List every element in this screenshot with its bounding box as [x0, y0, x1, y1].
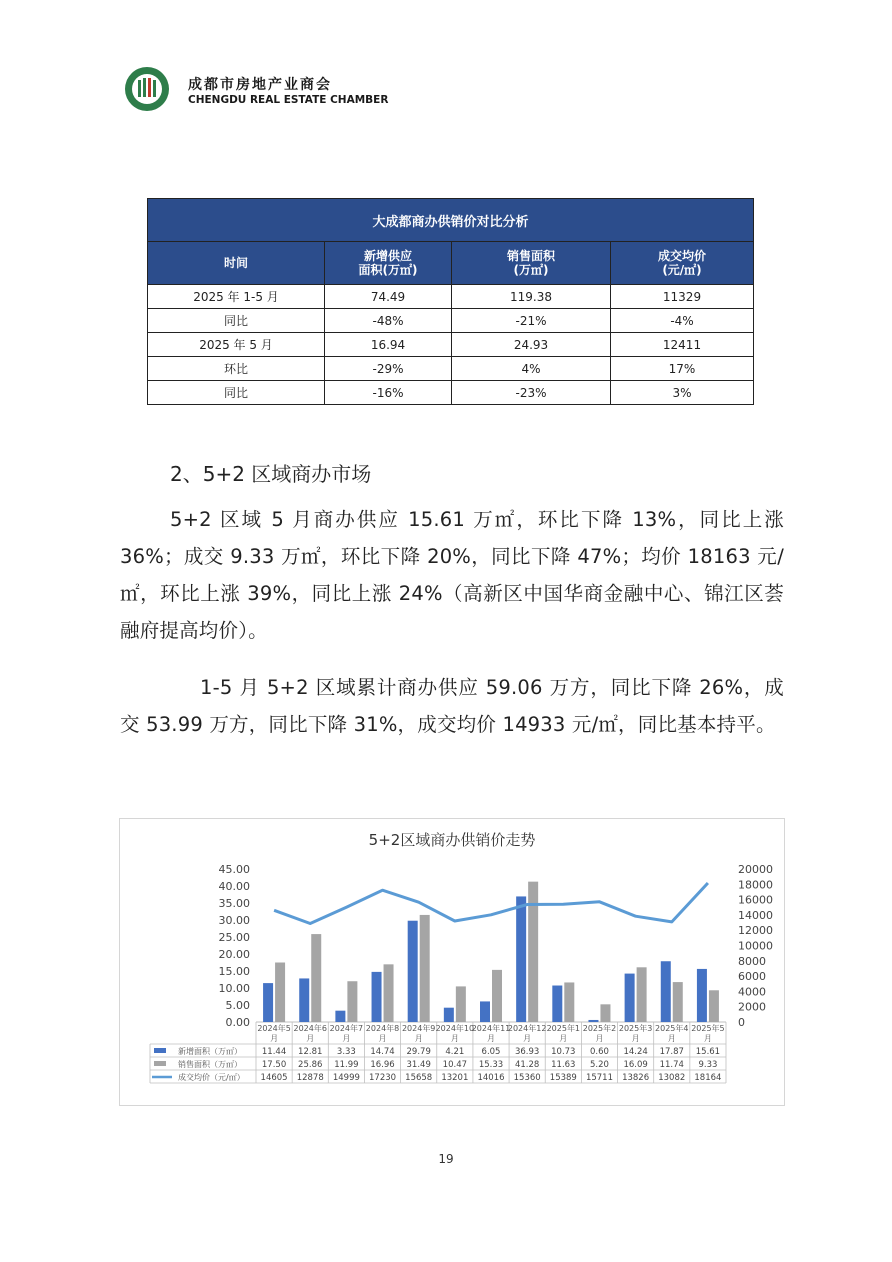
data-label: 10.73: [551, 1047, 576, 1057]
left-axis-tick: 0.00: [225, 1016, 250, 1029]
comparison-table: [147, 198, 754, 405]
data-label: 5.20: [589, 1060, 609, 1070]
data-label: 31.49: [406, 1060, 431, 1070]
row-label: 同比: [148, 309, 325, 333]
cell-supply: 74.49: [325, 285, 452, 309]
cell-supply: -29%: [325, 357, 452, 381]
category-label: 月: [667, 1034, 676, 1043]
right-axis-tick: 6000: [738, 970, 766, 984]
data-label: 17230: [369, 1073, 397, 1083]
data-label: 16.09: [623, 1060, 648, 1070]
category-label: 2024年11: [471, 1024, 511, 1033]
category-label: 月: [450, 1034, 459, 1043]
category-label: 月: [342, 1034, 351, 1043]
data-label: 12878: [296, 1073, 324, 1083]
cell-price: 17%: [611, 357, 754, 381]
data-label: 9.33: [698, 1060, 718, 1070]
right-axis-tick: 18000: [738, 878, 773, 892]
section-title: 2、5+2 区域商办市场: [170, 462, 372, 486]
category-label: 月: [414, 1034, 423, 1043]
row-label: 2025 年 5 月: [148, 333, 325, 357]
category-label: 2024年12: [507, 1024, 547, 1033]
table-row: [148, 357, 754, 381]
bar-sales-area: [456, 986, 466, 1022]
category-label: 月: [487, 1034, 495, 1043]
category-label: 月: [523, 1034, 532, 1043]
paragraph-cumulative: 1-5 月 5+2 区域累计商办供应 59.06 万方，同比下降 26%，成交 53.99 万方，同比下降 31%，成交均价 14933 元/㎡，同比基本持平。: [120, 676, 784, 736]
cell-price: 11329: [611, 285, 754, 309]
bar-sales-area: [709, 990, 719, 1022]
category-label: 月: [378, 1034, 387, 1043]
bar-sales-area: [673, 982, 683, 1022]
left-axis-tick: 5.00: [225, 999, 250, 1012]
bar-new-supply: [444, 1008, 454, 1022]
data-label: 41.28: [514, 1060, 540, 1070]
cell-price: 12411: [611, 333, 754, 357]
category-label: 月: [631, 1034, 640, 1043]
legend-key: [154, 1048, 166, 1053]
left-axis-tick: 35.00: [218, 897, 250, 910]
bar-sales-area: [492, 970, 502, 1022]
data-label: 13826: [622, 1073, 650, 1083]
category-label: 月: [559, 1034, 568, 1043]
data-label: 14605: [260, 1073, 288, 1083]
data-label: 13201: [441, 1073, 469, 1083]
header-price: 成交均价 (元/㎡): [611, 242, 754, 285]
category-label: 2025年1: [546, 1024, 581, 1033]
data-label: 14.74: [370, 1047, 395, 1057]
bar-sales-area: [384, 964, 394, 1022]
bar-new-supply: [516, 896, 526, 1022]
data-label: 17.87: [659, 1047, 684, 1057]
row-label: 环比: [148, 357, 325, 381]
data-label: 15658: [405, 1073, 433, 1083]
chart-container: [119, 818, 785, 1106]
data-label: 11.63: [551, 1060, 576, 1070]
right-axis-tick: 20000: [738, 863, 773, 876]
table-row: [148, 285, 754, 309]
category-label: 2024年7: [329, 1024, 364, 1033]
price-line: [274, 883, 708, 924]
cell-supply: -16%: [325, 381, 452, 405]
category-label: 月: [703, 1034, 712, 1043]
data-label: 14016: [477, 1073, 505, 1083]
data-label: 6.05: [481, 1047, 501, 1057]
data-label: 17.50: [261, 1060, 287, 1070]
category-label: 2024年5: [257, 1024, 291, 1033]
table-caption: 大成都商办供销价对比分析: [148, 199, 754, 242]
row-label: 2025 年 1-5 月: [148, 285, 325, 309]
data-label: 13082: [658, 1073, 686, 1083]
data-label: 0.60: [589, 1047, 609, 1057]
data-label: 18164: [694, 1073, 722, 1083]
bar-sales-area: [420, 915, 430, 1022]
left-axis-tick: 15.00: [218, 965, 250, 978]
category-label: 2024年10: [435, 1024, 475, 1033]
data-label: 16.96: [370, 1060, 395, 1070]
category-label: 2024年9: [401, 1024, 436, 1033]
cell-supply: 16.94: [325, 333, 452, 357]
right-axis-tick: 8000: [738, 954, 766, 968]
paragraph-monthly: 5+2 区域 5 月商办供应 15.61 万㎡，环比下降 13%，同比上涨 36%；成交 9.33 万㎡，环比下降 20%，同比下降 47%；均价 18163 元/㎡，环比上涨 39%，同比上涨 24%（高新区中国华商金融中心、锦江区荟融府提高均价）。: [120, 508, 784, 642]
left-axis-tick: 40.00: [218, 880, 250, 893]
legend-key: [154, 1061, 166, 1066]
right-axis-tick: 16000: [738, 893, 773, 907]
cell-price: -4%: [611, 309, 754, 333]
bar-sales-area: [275, 963, 285, 1023]
bar-new-supply: [697, 969, 707, 1022]
chamber-logo: [124, 66, 170, 112]
data-label: 29.79: [406, 1047, 431, 1057]
left-axis-tick: 10.00: [218, 982, 250, 995]
cell-sales: -21%: [452, 309, 611, 333]
org-name-en: CHENGDU REAL ESTATE CHAMBER: [188, 94, 389, 106]
cell-sales: 119.38: [452, 285, 611, 309]
category-label: 2024年6: [293, 1024, 327, 1033]
bar-sales-area: [528, 882, 538, 1022]
right-axis-tick: 12000: [738, 924, 773, 938]
cell-price: 3%: [611, 381, 754, 405]
bar-new-supply: [661, 961, 671, 1022]
data-label: 15711: [585, 1073, 613, 1083]
legend-label: 成交均价（元/㎡）: [178, 1073, 245, 1082]
bar-sales-area: [564, 982, 574, 1022]
data-label: 11.74: [659, 1060, 684, 1070]
data-label: 14999: [332, 1073, 360, 1083]
row-label: 同比: [148, 381, 325, 405]
bar-new-supply: [408, 921, 418, 1022]
left-axis-tick: 20.00: [218, 948, 250, 961]
bar-new-supply: [372, 972, 382, 1022]
category-label: 月: [270, 1034, 279, 1043]
data-label: 25.86: [298, 1060, 323, 1070]
right-axis-tick: 4000: [738, 985, 766, 999]
data-label: 14.24: [623, 1047, 648, 1057]
data-label: 15389: [549, 1073, 577, 1083]
bar-new-supply: [588, 1020, 598, 1022]
cell-supply: -48%: [325, 309, 452, 333]
category-label: 月: [306, 1034, 315, 1043]
bar-sales-area: [637, 967, 647, 1022]
right-axis-tick: 2000: [738, 1000, 766, 1014]
right-axis-tick: 10000: [738, 939, 773, 953]
bar-new-supply: [299, 978, 309, 1022]
cell-sales: 24.93: [452, 333, 611, 357]
category-label: 月: [595, 1034, 604, 1043]
data-label: 3.33: [336, 1047, 356, 1057]
bar-new-supply: [335, 1011, 345, 1022]
right-axis-tick: 14000: [738, 908, 773, 922]
cell-sales: 4%: [452, 357, 611, 381]
legend-label: 销售面积（万㎡）: [178, 1060, 242, 1069]
data-label: 11.44: [261, 1047, 287, 1057]
bar-sales-area: [600, 1004, 610, 1022]
page-number: 19: [438, 1152, 454, 1166]
bar-new-supply: [552, 986, 562, 1022]
header-sales: 销售面积 (万㎡): [452, 242, 611, 285]
data-label: 12.81: [298, 1047, 323, 1057]
category-label: 2025年3: [618, 1024, 653, 1033]
cell-sales: -23%: [452, 381, 611, 405]
combo-chart: [120, 819, 784, 1105]
category-label: 2025年5: [691, 1024, 725, 1033]
data-label: 15360: [513, 1073, 541, 1083]
data-label: 36.93: [514, 1047, 540, 1057]
data-label: 15.33: [478, 1060, 504, 1070]
header-supply: 新增供应 面积(万㎡): [325, 242, 452, 285]
bar-new-supply: [263, 983, 273, 1022]
bar-sales-area: [347, 981, 357, 1022]
chart-title: 5+2区域商办供销价走势: [368, 831, 536, 849]
table-row: [148, 333, 754, 357]
legend-label: 新增面积（万㎡）: [178, 1047, 242, 1056]
left-axis-tick: 25.00: [218, 931, 250, 944]
org-name-cn: 成都市房地产业商会: [188, 77, 332, 93]
category-label: 2024年8: [365, 1024, 400, 1033]
data-label: 10.47: [442, 1060, 468, 1070]
data-label: 4.21: [445, 1047, 465, 1057]
category-label: 2025年4: [655, 1024, 689, 1033]
table-row: [148, 381, 754, 405]
right-axis-tick: 0: [738, 1016, 745, 1029]
bar-sales-area: [311, 934, 321, 1022]
bar-new-supply: [625, 974, 635, 1022]
table-row: [148, 309, 754, 333]
category-label: 2025年2: [582, 1024, 617, 1033]
bar-new-supply: [480, 1001, 490, 1022]
left-axis-tick: 45.00: [218, 863, 250, 876]
data-label: 15.61: [695, 1047, 721, 1057]
left-axis-tick: 30.00: [218, 914, 250, 927]
header-time: 时间: [148, 242, 325, 285]
data-label: 11.99: [334, 1060, 359, 1070]
